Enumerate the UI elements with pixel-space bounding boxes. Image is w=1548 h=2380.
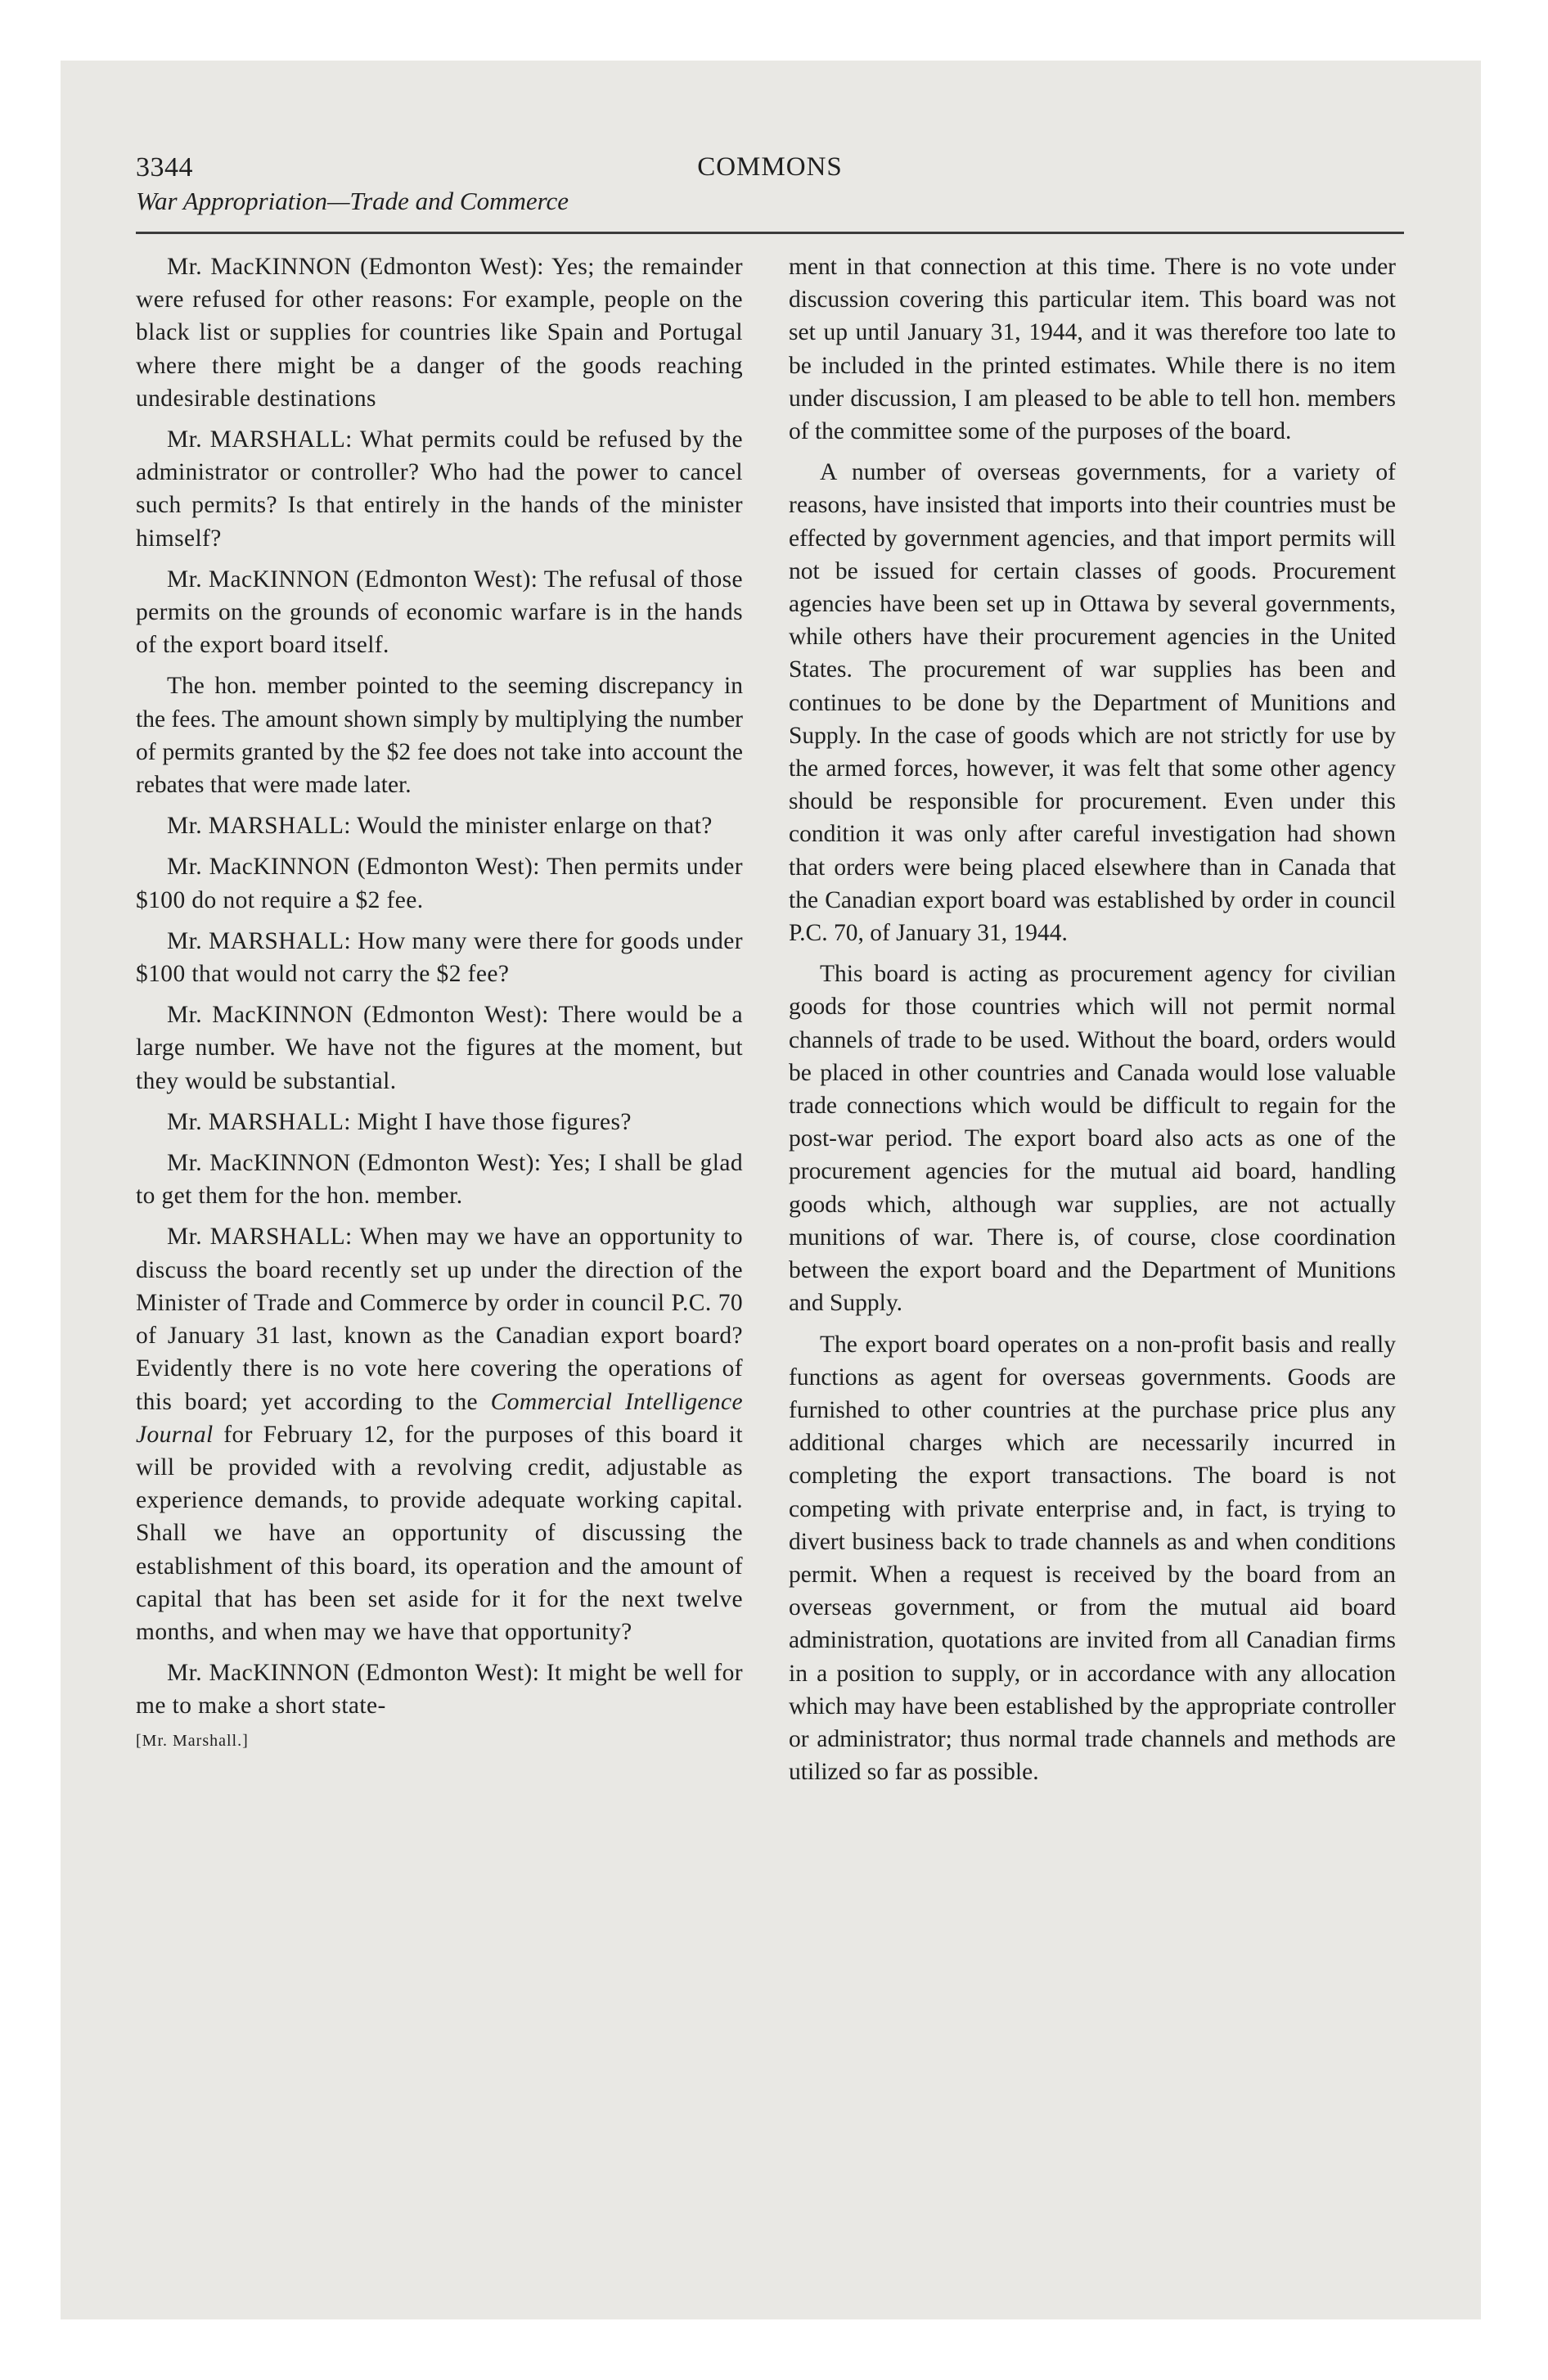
left-paragraph-5: Mr. MARSHALL: Would the minister enlarge on that? xyxy=(167,813,713,840)
left-paragraph-4: The hon. member pointed to the seeming discrepancy in the fees. The amount shown simply by multiplying the number of permits granted by the $2 fee does not take into account the rebates that were made later. xyxy=(136,673,743,799)
left-paragraph-2: Mr. MARSHALL: What permits could be refused by the administrator or controller? Who had the power to cancel such permits? Is that entirely in the hands of the minister himself? xyxy=(136,426,743,552)
left-column xyxy=(136,250,743,1751)
left-paragraph-6: Mr. MacKINNON (Edmonton West): Then permits under $100 do not require a $2 fee. xyxy=(136,854,743,913)
left-paragraph-10: Mr. MacKINNON (Edmonton West): Yes; I shall be glad to get them for the hon. member. xyxy=(136,1150,743,1210)
header-rule xyxy=(136,232,1404,234)
hansard-page xyxy=(61,61,1481,2319)
right-paragraph-4: The export board operates on a non-profit basis and really functions as agent for overseas governments. Goods are furnished to other countries at the purchase price plus any additional charges which are necessarily incurred in completing the export transactions. The board is not competing with private enterprise and, in fact, is trying to divert business back to trade channels as and when conditions permit. When a request is received by the board from an overseas government, or from the mutual aid board administration, quotations are invited from all Canadian firms in a position to supply, or in accordance with any allocation which may have been established by the appropriate controller or administrator; thus normal trade channels and methods are utilized so far as possible. xyxy=(789,1331,1396,1786)
page-header xyxy=(136,152,1404,234)
section-title: War Appropriation—Trade and Commerce xyxy=(136,187,569,215)
speaker-footer-tag: [Mr. Marshall.] xyxy=(136,1731,249,1750)
left-paragraph-12: Mr. MacKINNON (Edmonton West): It might be well for me to make a short state- xyxy=(136,1660,743,1720)
right-paragraph-2: A number of overseas governments, for a variety of reasons, have insisted that imports into their countries must be effected by government agencies, and that import permits will not be issued for certain classes of goods. Procurement agencies have been set up in Ottawa by several governments, while others have their procurement agencies in the United States. The procurement of war supplies has been and continues to be done by the Department of Munitions and Supply. In the case of goods which are not strictly for use by the armed forces, however, it was felt that some other agency should be responsible for procurement. Even under this condition it was only after careful investigation had shown that orders were being placed elsewhere than in Canada that the Canadian export board was established by order in council P.C. 70, of January 31, 1944. xyxy=(789,459,1396,947)
left-paragraph-3: Mr. MacKINNON (Edmonton West): The refusal of those permits on the grounds of economic warfare is in the hands of the export board itself. xyxy=(136,566,743,659)
left-paragraph-9: Mr. MARSHALL: Might I have those figures? xyxy=(167,1108,632,1135)
page-number: 3344 xyxy=(136,152,193,183)
left-paragraph-11-part-1: Mr. MARSHALL: When may we have an opportunity to discuss the board recently set up under the direction of the Minister of Trade and Commerce by order in council P.C. 70 of January 31 last, known as the Canadian export board? Evidently there is no vote here covering the operations of this board; yet according to the xyxy=(136,1224,743,1415)
left-paragraph-7: Mr. MARSHALL: How many were there for goods under $100 that would not carry the $2 fee? xyxy=(136,927,743,988)
left-paragraph-11 xyxy=(136,1220,743,1648)
left-paragraph-1: Mr. MacKINNON (Edmonton West): Yes; the remainder were refused for other reasons: For example, people on the black list or supplies for countries like Spain and Portugal where there might be a danger of the goods reaching undesirable destinations xyxy=(136,254,743,412)
right-column xyxy=(789,250,1396,1796)
right-paragraph-1: ment in that connection at this time. There is no vote under discussion covering this particular item. This board was not set up until January 31, 1944, and it was therefore too late to be included in the printed estimates. While there is no item under discussion, I am pleased to be able to tell hon. members of the committee some of the purposes of the board. xyxy=(789,254,1396,445)
left-paragraph-11-part-2: for February 12, for the purposes of this board it will be provided with a revolving credit, adjustable as experience demands, to provide adequate working capital. Shall we have an opportunity of discussing the establishment of this board, its operation and the amount of capital that has been set aside for it for the next twelve months, and when may we have that opportunity? xyxy=(136,1421,743,1645)
publication-title: Commercial Intelligence Journal xyxy=(136,1388,743,1448)
running-title: COMMONS xyxy=(697,152,843,182)
left-paragraph-8: Mr. MacKINNON (Edmonton West): There would be a large number. We have not the figures at the moment, but they would be substantial. xyxy=(136,1002,743,1094)
right-paragraph-3: This board is acting as procurement agency for civilian goods for those countries which will not permit normal channels of trade to be used. Without the board, orders would be placed in other countries and Canada would lose valuable trade connections which would be difficult to regain for the post-war period. The export board also acts as one of the procurement agencies for the mutual aid board, handling goods which, although war supplies, are not actually munitions of war. There is, of course, close coordination between the export board and the Department of Munitions and Supply. xyxy=(789,961,1396,1317)
